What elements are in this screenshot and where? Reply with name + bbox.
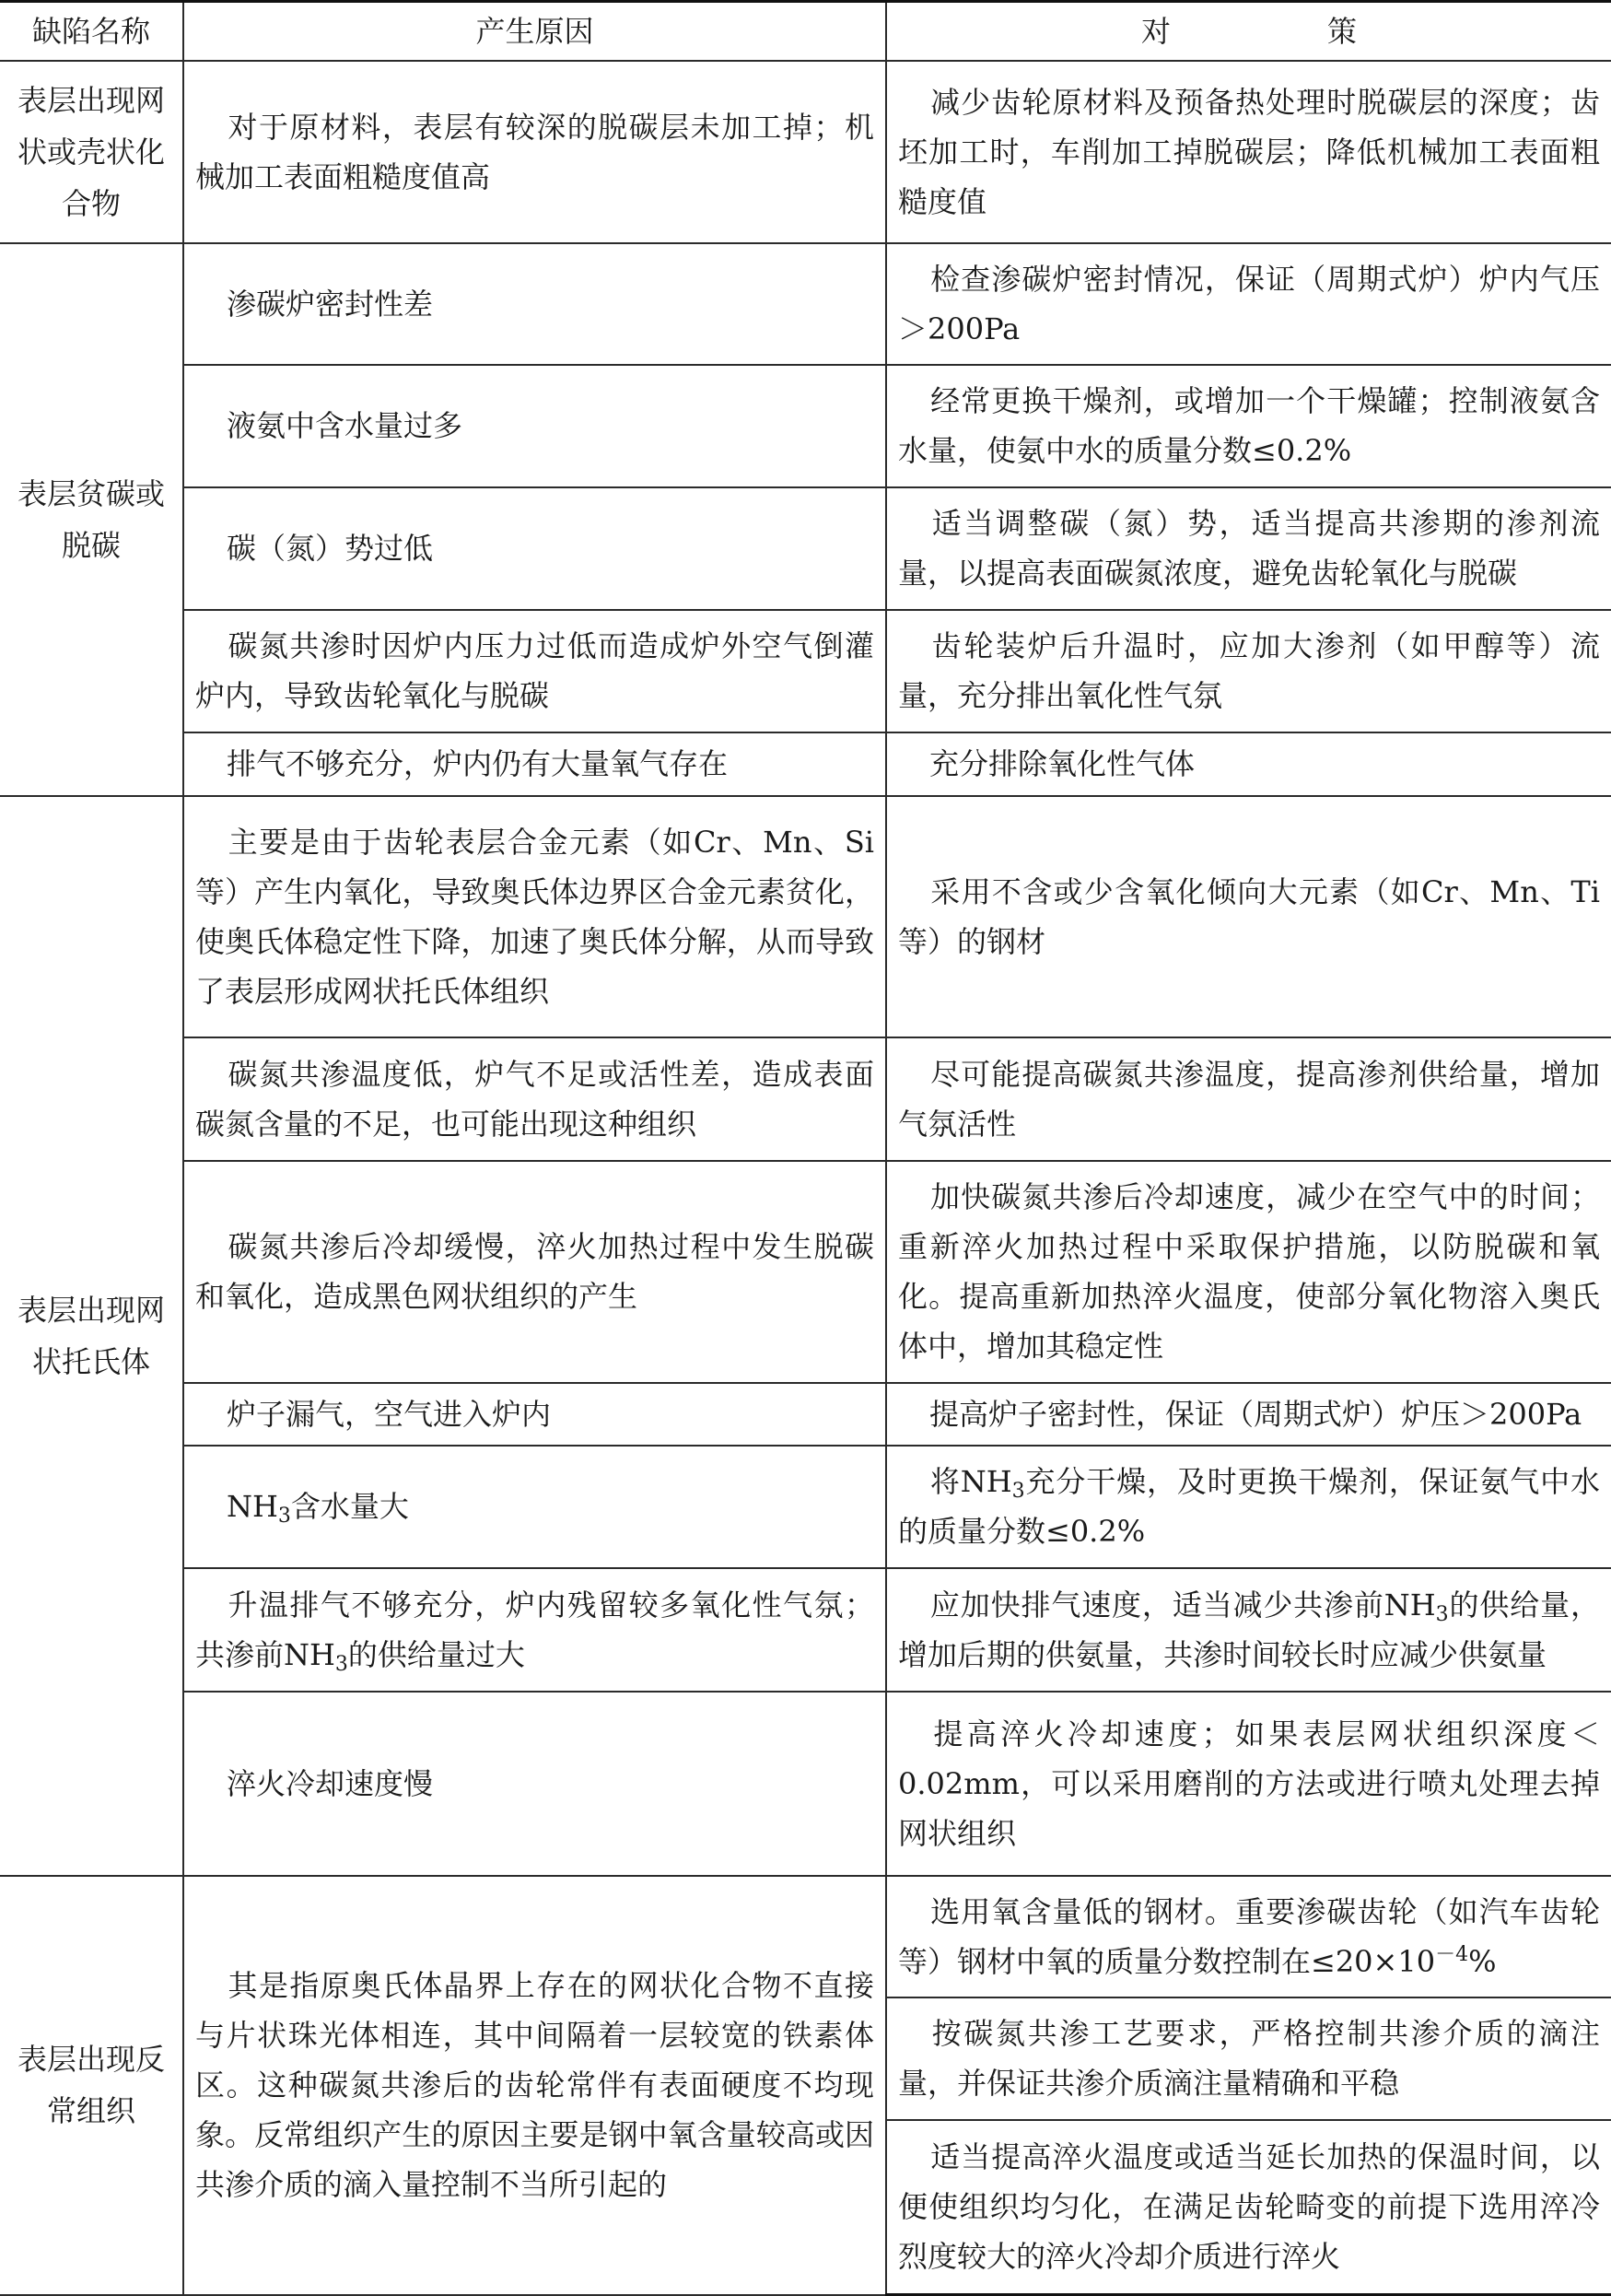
table-row [0, 61, 1611, 243]
measure-cell: 齿轮装炉后升温时，应加大渗剂（如甲醇等）流量，充分排出氧化性气氛 [886, 610, 1611, 732]
defect-name: 表层贫碳或脱碳 [0, 243, 183, 796]
table-row [0, 1692, 1611, 1876]
measure-cell: 适当提高淬火温度或适当延长加热的保温时间，以便使组织均匀化，在满足齿轮畸变的前提下选用淬冷烈度较大的淬火冷却介质进行淬火 [886, 2120, 1611, 2295]
cause-cell: 碳氮共渗后冷却缓慢，淬火加热过程中发生脱碳和氧化，造成黑色网状组织的产生 [183, 1161, 886, 1383]
measure-cell: 减少齿轮原材料及预备热处理时脱碳层的深度；齿坯加工时，车削加工掉脱碳层；降低机械加工表面粗糙度值 [886, 61, 1611, 243]
cause-cell: 碳（氮）势过低 [183, 487, 886, 610]
measure-cell: 充分排除氧化性气体 [886, 732, 1611, 796]
measure-cell: 提高炉子密封性，保证（周期式炉）炉压＞200Pa [886, 1383, 1611, 1446]
table-row [0, 365, 1611, 487]
measure-cell: 加快碳氮共渗后冷却速度，减少在空气中的时间；重新淬火加热过程中采取保护措施，以防脱碳和氧化。提高重新加热淬火温度，使部分氧化物溶入奥氏体中，增加其稳定性 [886, 1161, 1611, 1383]
cause-cell: 碳氮共渗温度低，炉气不足或活性差，造成表面碳氮含量的不足，也可能出现这种组织 [183, 1037, 886, 1161]
table-row [0, 1568, 1611, 1692]
measure-cell: 选用氧含量低的钢材。重要渗碳齿轮（如汽车齿轮等）钢材中氧的质量分数控制在$\le 20\times 10^{-4}\%$ [886, 1876, 1611, 1997]
table-row [0, 732, 1611, 796]
measure-cell: 应加快排气速度，适当减少共渗前$NH_3$的供给量，增加后期的供氨量，共渗时间较长时应减少供氨量 [886, 1568, 1611, 1692]
measure-cell: 提高淬火冷却速度；如果表层网状组织深度＜0.02mm，可以采用磨削的方法或进行喷丸处理去掉网状组织 [886, 1692, 1611, 1876]
cause-cell: 对于原材料，表层有较深的脱碳层未加工掉；机械加工表面粗糙度值高 [183, 61, 886, 243]
cause-cell: 主要是由于齿轮表层合金元素（如Cr、Mn、Si等）产生内氧化，导致奥氏体边界区合金元素贫化，使奥氏体稳定性下降，加速了奥氏体分解，从而导致了表层形成网状托氏体组织 [183, 796, 886, 1037]
measure-cell: 尽可能提高碳氮共渗温度，提高渗剂供给量，增加气氛活性 [886, 1037, 1611, 1161]
defect-name: 表层出现反常组织 [0, 1876, 183, 2295]
measure-cell: 经常更换干燥剂，或增加一个干燥罐；控制液氨含水量，使氨中水的质量分数≤0.2% [886, 365, 1611, 487]
table-row [0, 1446, 1611, 1568]
cause-cell: 排气不够充分，炉内仍有大量氧气存在 [183, 732, 886, 796]
table-row [0, 796, 1611, 1037]
cause-cell: 其是指原奥氏体晶界上存在的网状化合物不直接与片状珠光体相连，其中间隔着一层较宽的铁素体区。这种碳氮共渗后的齿轮常伴有表面硬度不均现象。反常组织产生的原因主要是钢中氧含量较高或因共渗介质的滴入量控制不当所引起的 [183, 1876, 886, 2295]
cause-cell: 液氨中含水量过多 [183, 365, 886, 487]
defect-name: 表层出现网状托氏体 [0, 796, 183, 1876]
header-defect-name: 缺陷名称 [0, 2, 183, 61]
table-header-row [0, 2, 1611, 61]
cause-cell: 炉子漏气，空气进入炉内 [183, 1383, 886, 1446]
table-row [0, 610, 1611, 732]
table-row [0, 1037, 1611, 1161]
defect-name: 表层出现网状或壳状化合物 [0, 61, 183, 243]
cause-cell: 淬火冷却速度慢 [183, 1692, 886, 1876]
measure-cell: 适当调整碳（氮）势，适当提高共渗期的渗剂流量，以提高表面碳氮浓度，避免齿轮氧化与脱碳 [886, 487, 1611, 610]
table-row [0, 243, 1611, 365]
measure-cell: 按碳氮共渗工艺要求，严格控制共渗介质的滴注量，并保证共渗介质滴注量精确和平稳 [886, 1997, 1611, 2120]
cause-cell: $NH_3$含水量大 [183, 1446, 886, 1568]
measure-cell: 检查渗碳炉密封情况，保证（周期式炉）炉内气压＞200Pa [886, 243, 1611, 365]
cause-cell: 升温排气不够充分，炉内残留较多氧化性气氛；共渗前$NH_3$的供给量过大 [183, 1568, 886, 1692]
header-measure: 对 策 [886, 2, 1611, 61]
table-row [0, 1383, 1611, 1446]
table-row [0, 1876, 1611, 1997]
measure-cell: 采用不含或少含氧化倾向大元素（如Cr、Mn、Ti等）的钢材 [886, 796, 1611, 1037]
cause-cell: 渗碳炉密封性差 [183, 243, 886, 365]
table-row [0, 1161, 1611, 1383]
measure-cell: 将$NH_3$充分干燥，及时更换干燥剂，保证氨气中水的质量分数≤0.2% [886, 1446, 1611, 1568]
cause-cell: 碳氮共渗时因炉内压力过低而造成炉外空气倒灌炉内，导致齿轮氧化与脱碳 [183, 610, 886, 732]
table-row [0, 487, 1611, 610]
header-cause: 产生原因 [183, 2, 886, 61]
